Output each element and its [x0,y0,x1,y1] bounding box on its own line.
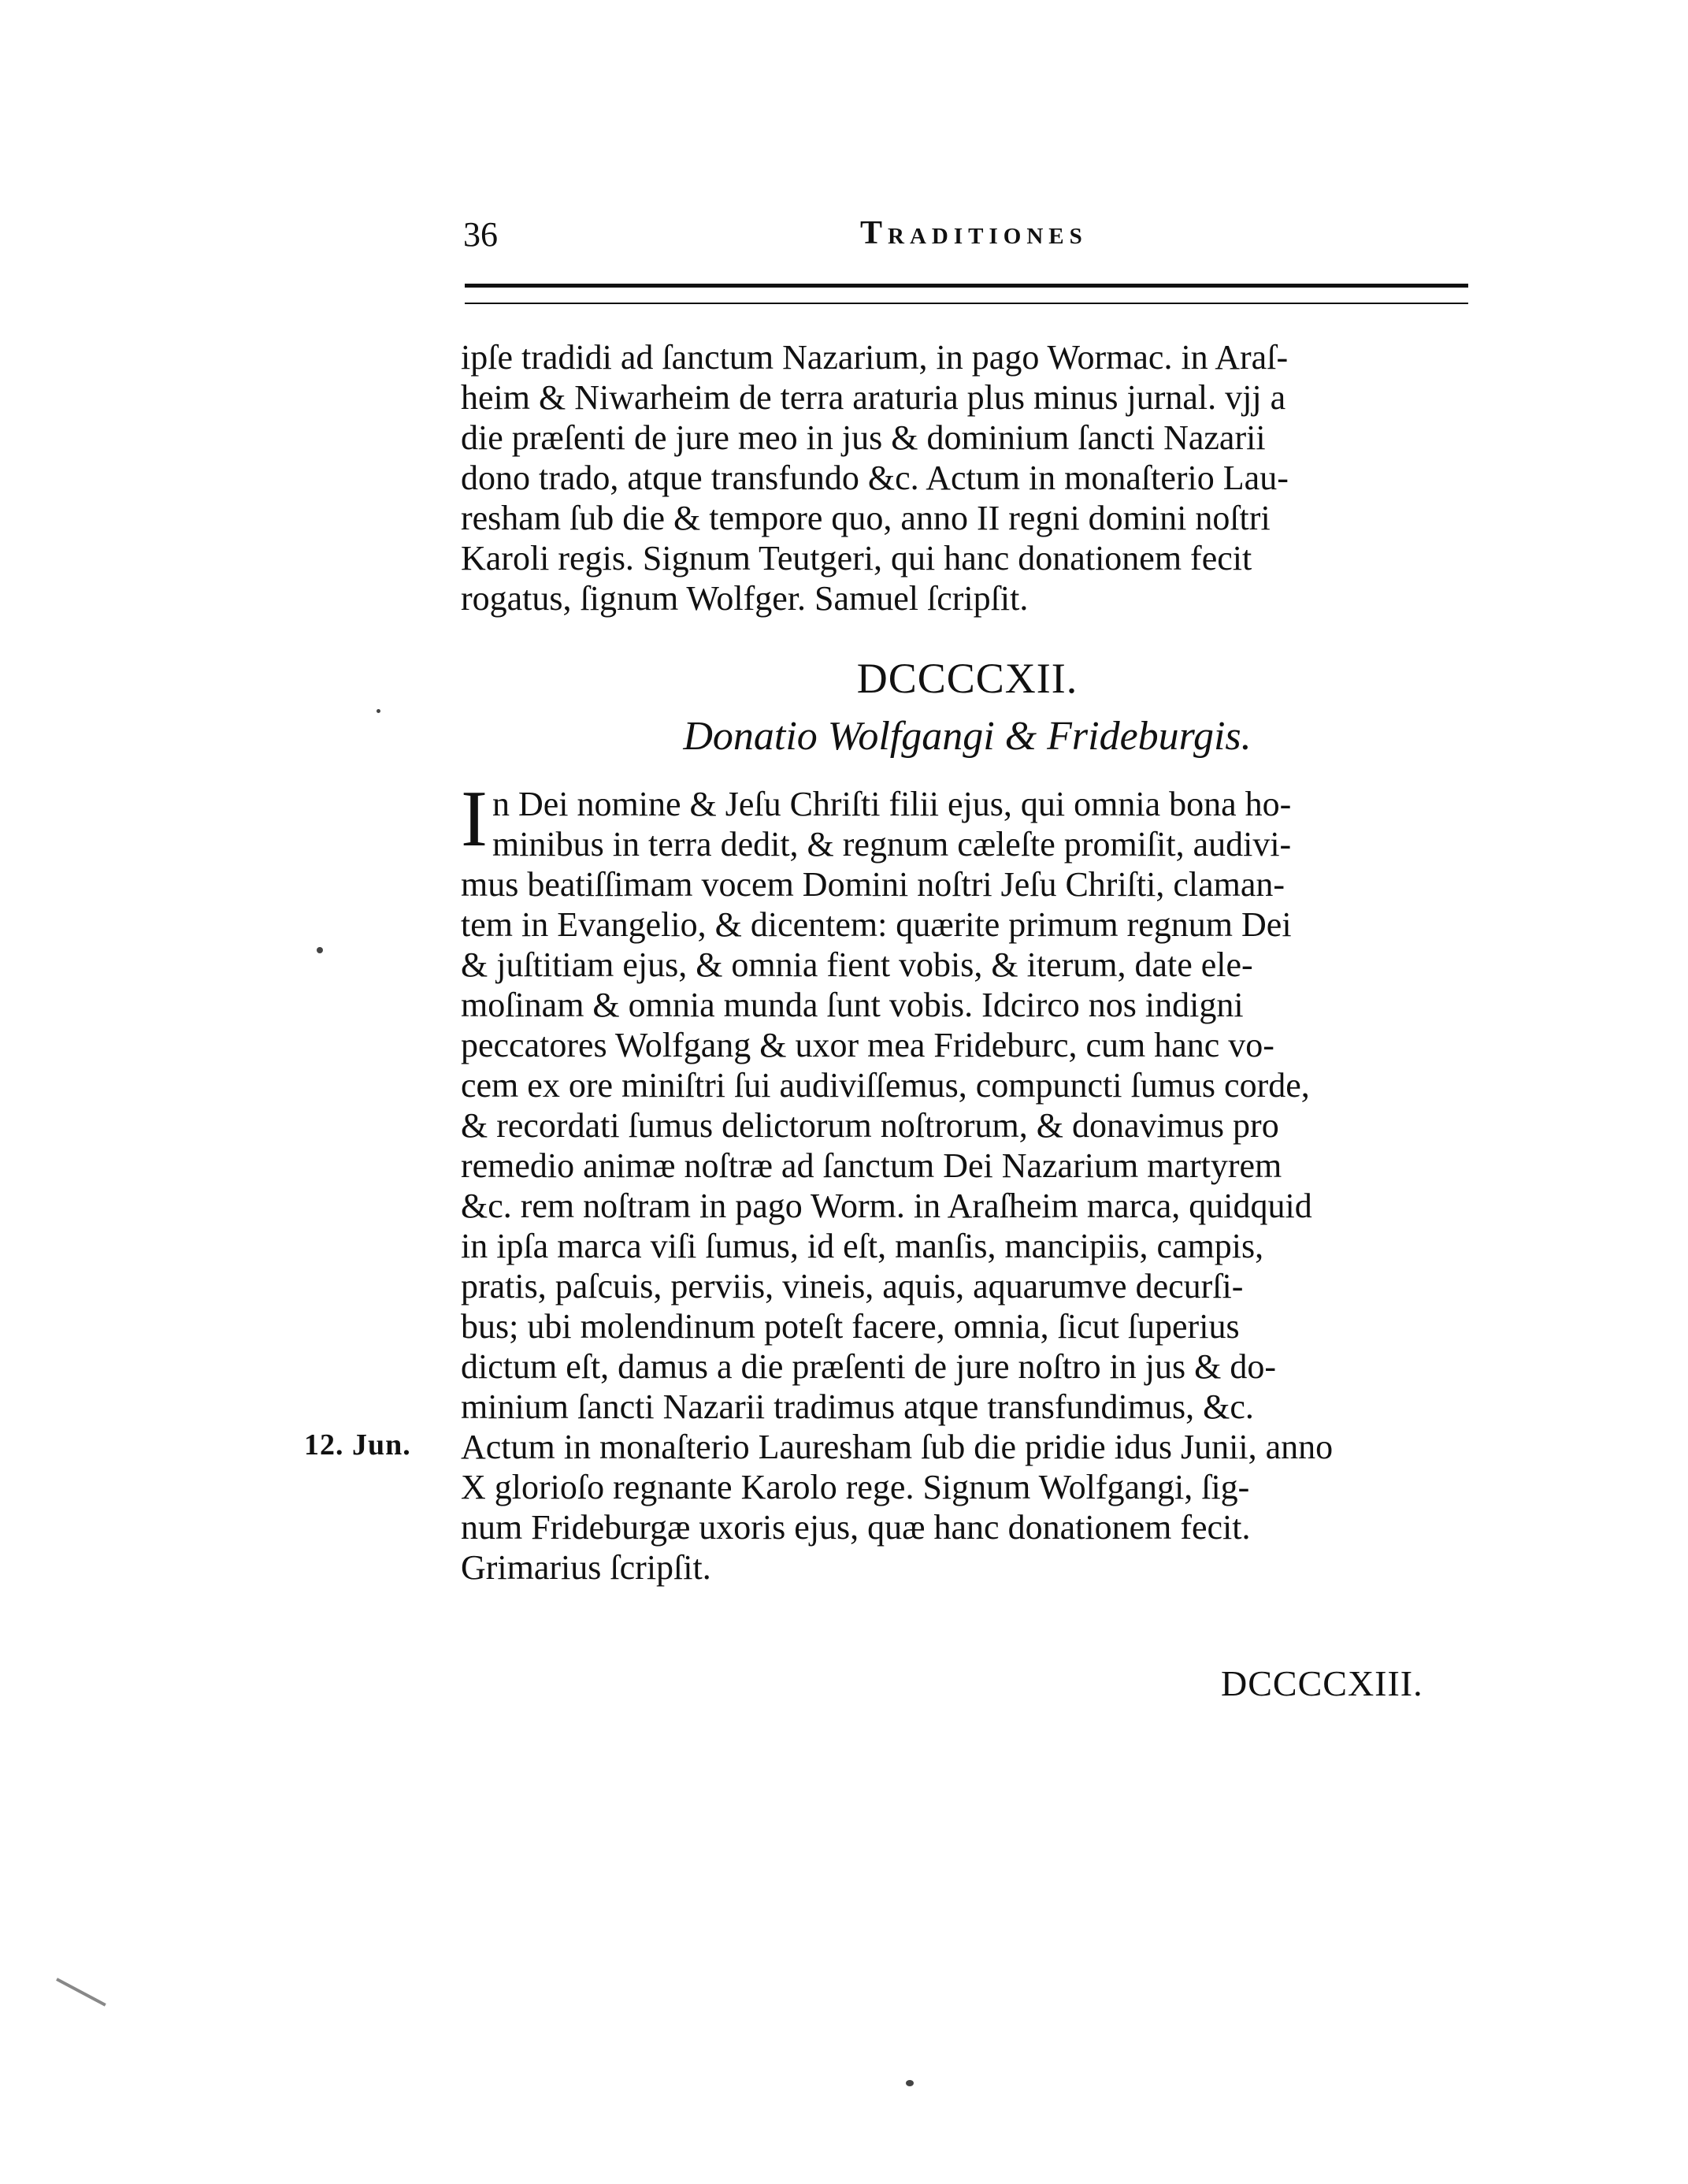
text-line: ipſe tradidi ad ſanctum Nazarium, in pago Wormac. in Araſ- [461,338,1289,377]
text-line: moſinam & omnia munda ſunt vobis. Idcirco nos indigni [461,986,1244,1024]
text-line: num Frideburgæ uxoris ejus, quæ hanc donationem fecit. [461,1508,1251,1547]
text-line: &c. rem noſtram in pago Worm. in Araſheim marca, quidquid [461,1187,1312,1225]
catchword: DCCCCXIII. [1221,1663,1423,1703]
text-line: remedio animæ noſtræ ad ſanctum Dei Nazarium martyrem [461,1146,1282,1185]
print-speck [906,2080,914,2086]
text-line: Grimarius ſcripſit. [461,1548,711,1587]
text-line: in ipſa marca viſi ſumus, id eſt, manſis, mancipiis, campis, [461,1227,1264,1265]
header-rule-thin [465,303,1468,304]
text-line: tem in Evangelio, & dicentem: quærite primum regnum Dei [461,905,1292,944]
text-line: heim & Niwarheim de terra araturia plus minus jurnal. vjj a [461,378,1286,417]
section-title: Donatio Wolfgangi & Frideburgis. [683,714,1252,759]
text-line: n Dei nomine & Jeſu Chriſti filii ejus, qui omnia bona ho- [492,785,1292,823]
text-line: cem ex ore miniſtri ſui audiviſſemus, compuncti ſumus corde, [461,1066,1310,1105]
drop-cap: I [461,774,488,864]
text-line: Actum in monaſterio Lauresham ſub die pridie idus Junii, anno [461,1428,1334,1466]
continuation-paragraph [461,337,1474,618]
scan-scratch [56,1978,106,2006]
text-line: pratis, paſcuis, perviis, vineis, aquis, aquarumve decurſi- [461,1267,1244,1306]
text-line: X glorioſo regnante Karolo rege. Signum Wolfgangi, ſig- [461,1468,1250,1506]
text-line: peccatores Wolfgang & uxor mea Frideburc, cum hanc vo- [461,1026,1274,1064]
text-line: resham ſub die & tempore quo, anno II regni domini noſtri [461,499,1271,537]
header-rule-thick [465,284,1468,288]
print-speck [317,947,323,953]
text-line: dictum eſt, damus a die præſenti de jure noſtro in jus & do- [461,1347,1277,1386]
page-number: 36 [463,215,498,254]
text-line: Karoli regis. Signum Teutgeri, qui hanc donationem fecit [461,539,1252,578]
text-line: minium ſancti Nazarii tradimus atque transfundimus, &c. [461,1387,1254,1426]
running-title: Traditiones [860,215,1088,251]
text-line: mus beatiſſimam vocem Domini noſtri Jeſu Chriſti, claman- [461,865,1285,904]
text-line: minibus in terra dedit, & regnum cæleſte promiſit, audivi- [492,825,1292,864]
charter-paragraph [461,774,1474,1588]
text-line: die præſenti de jure meo in jus & dominium ſancti Nazarii [461,418,1266,457]
margin-date-note: 12. Jun. [304,1428,411,1462]
print-speck [377,709,380,713]
text-line: & recordati ſumus delictorum noſtrorum, & donavimus pro [461,1106,1279,1145]
text-line: bus; ubi molendinum poteſt facere, omnia, ſicut ſuperius [461,1307,1240,1346]
text-line: rogatus, ſignum Wolfger. Samuel ſcripſit. [461,579,1029,618]
text-line: & juſtitiam ejus, & omnia fient vobis, & iterum, date ele- [461,945,1253,984]
section-number: DCCCCXII. [856,655,1078,702]
text-line: dono trado, atque transfundo &c. Actum in monaſterio Lau- [461,459,1289,497]
